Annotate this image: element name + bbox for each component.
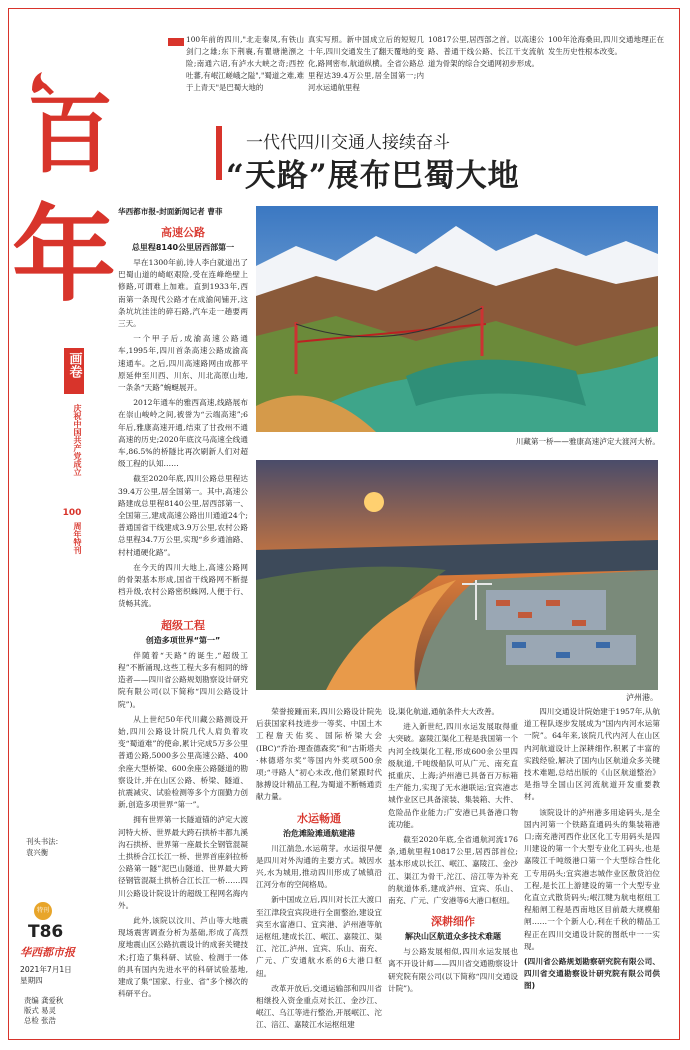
intro-marker (168, 38, 184, 46)
special-edition-line1: 庆祝中国共产党成立 (73, 404, 82, 476)
masthead (12, 80, 120, 500)
staff-list (24, 996, 63, 1026)
page-badge (34, 902, 52, 920)
sec1-head: 高速公路 (161, 226, 205, 239)
headline-title: “天路”展布巴蜀大地 (226, 158, 520, 194)
photo-credit: (四川省公路规划勘察研究院有限公司、四川省交通勘察设计研究院有限公司供图) (524, 957, 660, 991)
calligraphy-credit (26, 836, 106, 858)
intro-col2-text: 真实写照。新中国成立后的短短几十年,四川交通发生了翻天覆地的变化,路网密布,航道纵横。全省公路总里程达39.4万公里,居全国第一;内河水运通航里程 (308, 35, 424, 92)
article-column-3 (388, 706, 518, 1030)
sec3-head: 水运畅通 (297, 811, 341, 825)
article-column-4 (524, 706, 660, 1030)
sec4-head: 深耕细作 (431, 915, 475, 929)
col4-body (524, 706, 660, 953)
photo-bridge (256, 206, 658, 432)
special-edition-100: 100 (62, 508, 82, 518)
sec2-para: 拥有世界第一长隧道锚的泸定大渡河特大桥、世界最大跨石拱桥丰都九溪沟石拱桥、世界第一座最长全钢管混凝土拱桥合江长江一桥、世界首座斜拉桥公路第一隧”泥巴山隧道、世界最大跨径钢管混凝土拱桥合江长江一桥……四川公路设计院设计的超级工程网名海内外。 (118, 815, 248, 910)
intro-col1 (186, 34, 304, 94)
sec1-para: 早在1300年前,诗人李白就道出了巴蜀山道的崎岖艰险,受在连峰绝壁上修路,可谓难上加难。直到1933年,西南第一条现代公路才在成渝间铺开,这条坑坑洼洼的碎石路,汽车走一趟要两三天。 (118, 258, 248, 329)
sec3-para: 新中国成立后,四川对长江大渡口至江津段宜宾段进行全面整治,建设宜宾至水富港口、宜宾港、泸州港等航运枢纽,建成长江、岷江、嘉陵江、渠江、沱江,泸州、宜宾、乐山、南充、广元、广安通航水系的6大港口枢纽。 (256, 895, 382, 978)
sec2-para: 伴随着“天路”的诞生,“超级工程”不断涌现,这些工程大多有相同的缔造者——四川省公路规划勘察设计研究院有限公司(以下简称“四川公路设计院”)。 (118, 650, 248, 709)
col3-para: 设,渠化航道,通航条件大大改善。 (388, 707, 500, 716)
section-tag (64, 348, 84, 394)
sec3-para: 改革开放后,交通运输部和四川省相继投入资金重点对长江、金沙江、岷江、乌江等进行整治,开展岷江、沱江、涪江、嘉陵江水运枢纽建 (256, 983, 382, 1030)
page-number: T86 (28, 922, 64, 942)
caption-port: 泸州港。 (626, 693, 658, 702)
col2-body (256, 706, 382, 804)
sec3-para: 川江湍急,水运萌芽。水运很早便是四川对外沟通的主要方式。城因水兴,水为城用,推动四川形成了城镇沿江河分布的空间格局。 (256, 843, 382, 890)
issue-date (20, 964, 72, 986)
col3-para: 进入新世纪,四川水运发展取得重大突破。嘉陵江渠化工程是我国第一个内河全线渠化工程,形成600余公里四级航道,千吨级船队可从广元、南充直抵重庆、上海;泸州港已具备百万标箱生产能力,实现了无水港联运;宜宾港志城作业区已具备滚装、集装箱、大件、危险品作业能力;广安港已具备港口物流功能。 (388, 722, 518, 829)
page-badge-label: 特刊 (36, 907, 49, 914)
intro-col3-text: 10817公里,居西部之首。以高速公路、普通干线公路、长江干支流航道为骨架的综合交通网初步形成。 (428, 35, 544, 68)
sec2-sub: 创造多项世界“第一” (145, 635, 221, 645)
headline-bar (216, 126, 222, 180)
sec3-body (256, 843, 382, 1030)
left-article-column (118, 222, 248, 1030)
photo-port (256, 460, 658, 690)
sec1-para: 2012年通车的雅西高速,线路展布在崇山峻岭之间,被誉为“云端高速”;6年后,雅康高速开通,结束了甘孜州不通高速的历史;2020年底汶马高速全线通车,86.5%的桥隧比再次刷新人们对超级工程的认知…… (118, 398, 248, 469)
sec2-para: 从上世纪50年代川藏公路测设开始,四川公路设计院几代人肩负着攻变“蜀道难”的使命,累计完成5万多公里普通公路,5000多公里高速公路、400余座大型桥梁、600余座公路隧道的勘察设计,并在山区公路、桥梁、隧道、抗震减灾、试验检测等多个方面勤力创新,创造多项世界“第一”。 (118, 714, 248, 810)
intro-col4 (548, 34, 664, 58)
byline: 华西都市报-封面新闻记者 曹菲 (118, 207, 223, 216)
sec2-head: 超级工程 (161, 618, 205, 632)
date-text: 2021年7月1日 (20, 965, 72, 974)
sec4-para: 与公路发展相似,四川水运发展也离不开设计师——四川省交通勘察设计研究院有限公司(以下简称“四川交通设计院”)。 (388, 947, 518, 993)
intro-col1-text: 100年前的四川,"北走秦凤,有铁山剑门之雄;东下荆襄,有瞿塘滟滪之险;南通六诏,有泸水大峡之奇;西控吐蕃,有岷江嵯峨之隘","蜀道之难,难于上青天"是巴蜀大地的 (186, 35, 304, 92)
calligraphy-label: 刊头书法: (26, 837, 59, 846)
col4-para: 四川交通设计院始建于1957年,从航道工程队逐步发展成为“国内内河水运第一院”。64年来,该院几代内河人在山区内河航道设计上深耕细作,积累了丰富的实践经验,解决了国内山区航道众多关键技术难题,总结出版的《山区航道整治》是指导全国山区河流航道开发重要教材。 (524, 707, 660, 802)
sec1-para: 在今天的四川大地上,高速公路网的骨架基本形成,国省干线路网不断提档升级,农村公路密织蛛网,人便于行、货畅其流。 (118, 562, 248, 609)
sec1-para: 截至2020年底,四川公路总里程达39.4万公里,居全国第一。其中,高速公路建成总里程8140公里,居西部第一、全国第三,建成高速公路出川通道24个;普通国省干线建成3.9万公里,农村公路总里程34.7万公里,实现“乡乡通油路、村村通硬化路”。 (118, 474, 248, 557)
intro-col3 (428, 34, 544, 70)
sec4-body (388, 946, 518, 995)
article-column-2 (256, 706, 382, 1030)
col3-para: 截至2020年底,全省通航河流176条,通航里程10817公里,居西部首位;基本形成以长江、岷江、嘉陵江、金沙江、渠江为骨干,沱江、涪江等为补充的航道体系,建成泸州、宜宾、乐山、南充、广元、广安港等6大港口枢纽。 (388, 835, 518, 906)
staff-check: 总检 张浩 (24, 1016, 56, 1025)
sec1-body (118, 257, 248, 611)
masthead-char-nian: 年 (12, 193, 117, 316)
paper-name: 华西都市报 (20, 946, 75, 959)
calligraphy-name: 袁兴衡 (26, 848, 49, 857)
caption-bridge: 川藏第一桥——雅康高速泸定大渡河大桥。 (515, 437, 660, 446)
staff-layout: 版式 易灵 (24, 1006, 56, 1015)
sec2-para: 此外,该院以汶川、芦山等大地震现场震害调查分析为基础,形成了高烈度地震山区公路抗震设计的成套关键技术;打造了集科研、试验、检测于一体的具有国内先进水平的科研试验基地,建成了集“国家、行业、省”多个梯次的科研平台。 (118, 915, 248, 999)
staff-editor: 责编 龚爱秋 (24, 996, 64, 1005)
col3-body (388, 706, 518, 907)
weekday-text: 星期四 (20, 976, 43, 985)
col2-para: 荣誉接踵而来,四川公路设计院先后获国家科技进步一等奖、中国土木工程詹天佑奖、国际桥梁大会(IBC)“乔治·理查德森奖”和“古斯塔夫·林德塔尔奖”等国内外奖项500余项;“寻路人”初心未改,他们紧跟时代脉搏设计精品工程,为蜀道不断畅通贡献力量。 (256, 707, 382, 802)
intro-col2 (308, 34, 424, 94)
col4-para: 该院设计的泸州港多用途码头,是全国内河第一个铁路直通码头的集装箱港口;南充港河西作业区化工专用码头是四川建设的第一个大型专业化工码头,也是嘉陵江千吨级港口第一个大型综合性化工专用码头;宜宾港志城作业区散货泊位工程,是长江上游建设的第一个大型专业化直立式散货码头;岷江犍为航电枢纽工程船闸工程是西南地区目前最大规模船闸……一个个新人心,利在千秋的精品工程正在四川交通设计院的图纸中一一实现。 (524, 807, 660, 951)
section-tag-label: 画卷 (66, 352, 82, 378)
sec1-para: 一个甲子后,成渝高速公路通车,1995年,四川首条高速公路成渝高速通车。之后,四川高速路网由成都平原延伸至川西、川东、川北高原山地,一条条“天路”蜿蜒展开。 (118, 334, 248, 393)
masthead-char-bai: 百 (27, 84, 113, 185)
sec1-sub: 总里程8140公里居西部第一 (131, 243, 235, 252)
headline-kicker: 一代代四川交通人接续奋斗 (246, 133, 450, 153)
sec4-sub: 解决山区航道众多技术难题 (405, 932, 501, 942)
special-edition-line2: 周年特刊 (73, 522, 82, 554)
intro-col4-text: 100年沧海桑田,四川交通地理正在发生历史性根本改变。 (548, 35, 664, 56)
party-emblem-icon (28, 68, 58, 98)
sec2-body (118, 650, 248, 1001)
sec3-sub: 治危滩险滩通航建港 (283, 828, 355, 838)
